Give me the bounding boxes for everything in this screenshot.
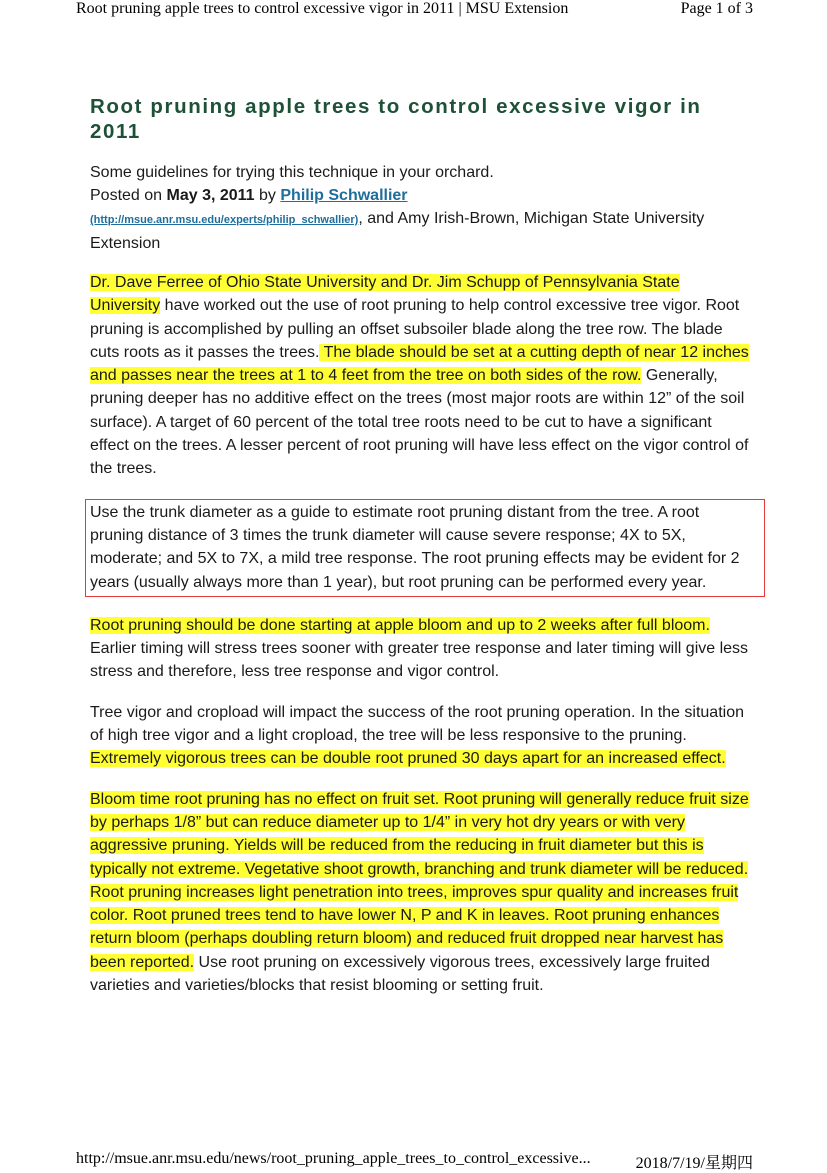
highlight-timing: Root pruning should be done starting at apple bloom and up to 2 weeks after full bloom. <box>90 616 710 634</box>
paragraph-method-text: have worked out the use of root pruning to help control excessive tree vigor. Root pruning is accomplished by pulling an offset subsoiler blade along the tree row. The blade cuts roots as it passes the trees. <box>90 297 740 361</box>
byline-by: by <box>254 187 281 204</box>
paragraph-timing-text: Earlier timing will stress trees sooner with greater tree response and later timing will give less stress and therefore, less tree response and vigor control. <box>90 640 749 681</box>
paragraph-timing <box>90 614 750 684</box>
article-subtitle: Some guidelines for trying this technique in your orchard. <box>90 164 494 181</box>
paragraph-method-text-2: Generally, pruning deeper has no additive effect on the trees (most major roots are within 12” of the soil surface). A target of 60 percent of the total tree roots need to be cut to have a significant effect on the trees. A lesser percent of root pruning will have less effect on the vigor control of the trees. <box>90 367 749 478</box>
article <box>90 94 750 997</box>
print-header <box>76 0 753 20</box>
author-url-link[interactable]: (http://msue.anr.msu.edu/experts/philip_schwallier) <box>90 214 359 226</box>
highlight-double-prune: Extremely vigorous trees can be double root pruned 30 days apart for an increased effect. <box>90 750 726 768</box>
highlight-fruit-set: Bloom time root pruning has no effect on fruit set. <box>90 790 440 808</box>
byline-posted-on: Posted on <box>90 187 167 204</box>
paragraph-trunk-diameter: Use the trunk diameter as a guide to estimate root pruning distant from the tree. A root pruning distance of 3 times the trunk diameter will cause severe response; 4X to 5X, moderate; and 5X to 7X, a mild tree response. The root pruning effects may be evident for 2 years (usually always more than 1 year), but root pruning can be performed every year. <box>90 503 740 591</box>
paragraph-vigor-cropload <box>90 701 750 771</box>
highlight-researchers: Dr. Dave Ferree of Ohio State University and Dr. Jim Schupp of Pennsylvania State University <box>90 274 680 315</box>
byline-date: May 3, 2011 <box>166 187 255 204</box>
paragraph-vigor-text: Tree vigor and cropload will impact the success of the root pruning operation. In the situation of high tree vigor and a light cropload, the tree will be less responsive to the pruning. <box>90 703 744 745</box>
boxed-paragraph-trunk-diameter <box>85 499 765 597</box>
paragraph-effects <box>90 788 750 998</box>
author-link[interactable]: Philip Schwallier <box>280 187 408 204</box>
print-footer-date: 2018/7/19/星期四 <box>635 1155 753 1172</box>
print-header-title: Root pruning apple trees to control excessive vigor in 2011 | MSU Extension <box>76 0 569 17</box>
highlight-effects: Root pruning will generally reduce fruit size by perhaps 1/8” but can reduce diameter up to 1/4” in very hot dry years or with very aggressive pruning. Yields will be reduced from the reducing in fruit diameter but this is typically not extreme. Vegetative shoot growth, branching and trunk diameter will be reduced. Root pruning increases light penetration into trees, improves spur quality and increases fruit color. Root pruned trees tend to have lower N, P and K in leaves. Root pruning enhances return bloom (perhaps doubling return bloom) and reduced fruit dropped near harvest has been reported. <box>90 790 749 971</box>
paragraph-effects-text: Use root pruning on excessively vigorous trees, excessively large fruited varieties and varieties/blocks that resist blooming or setting fruit. <box>90 953 710 995</box>
print-footer <box>76 1150 753 1170</box>
byline <box>90 184 750 255</box>
byline-coauthor: , and Amy Irish-Brown, Michigan State University Extension <box>90 210 705 252</box>
paragraph-method <box>90 271 750 481</box>
highlight-blade-depth: The blade should be set at a cutting depth of near 12 inches and passes near the trees at 1 to 4 feet from the tree on both sides of the row. <box>90 343 749 385</box>
article-title: Root pruning apple trees to control excessive vigor in 2011 <box>90 95 702 143</box>
print-footer-url: http://msue.anr.msu.edu/news/root_pruning_apple_trees_to_control_excessive... <box>76 1150 591 1167</box>
print-header-page-number: Page 1 of 3 <box>680 0 753 17</box>
